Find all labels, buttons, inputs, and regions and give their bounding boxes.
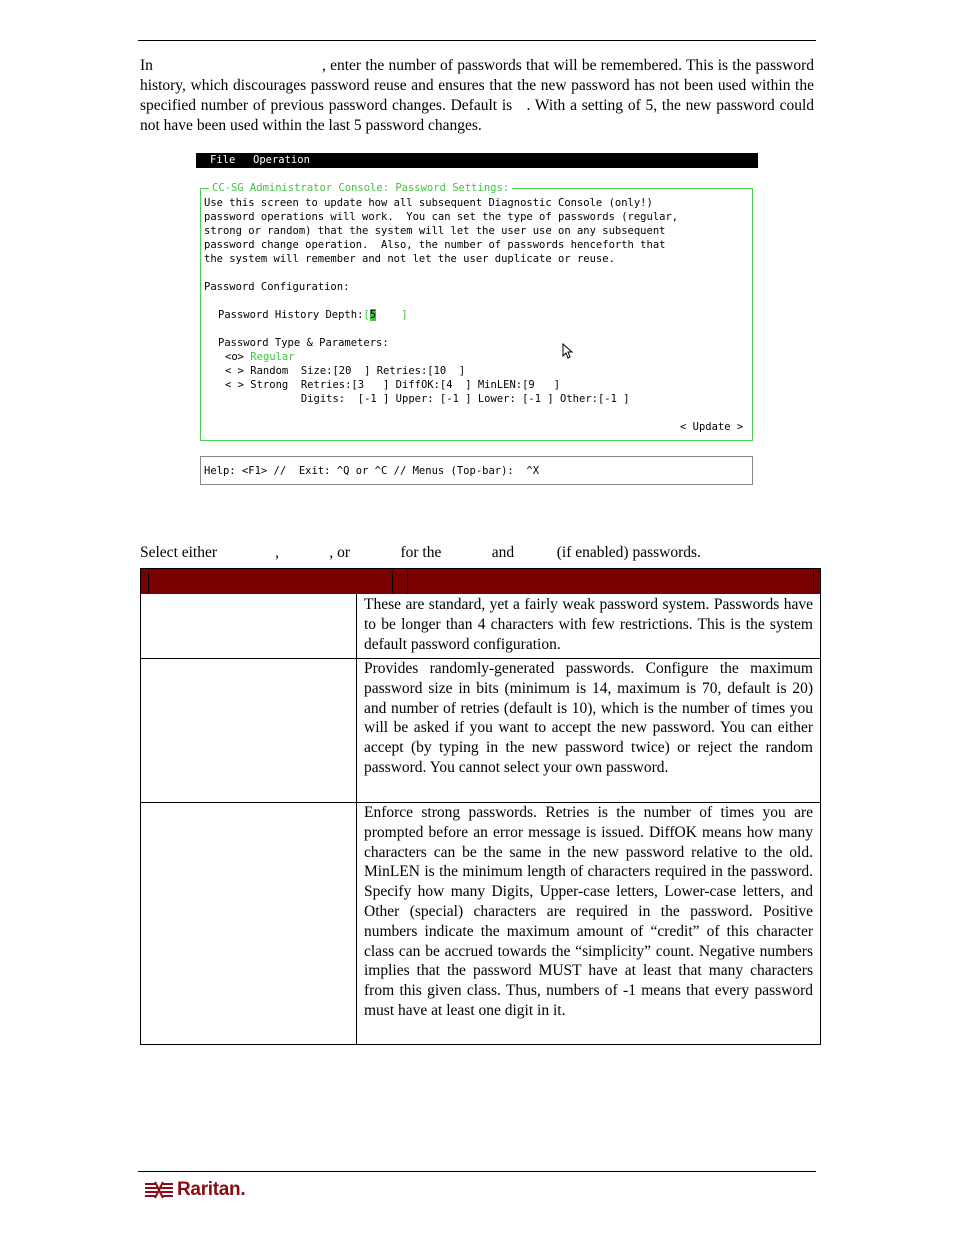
regular-label: Regular	[250, 351, 295, 363]
description-line-5: the system will remember and not let the user duplicate or reuse.	[204, 253, 615, 265]
history-close-bracket: ]	[376, 309, 408, 321]
intro-rest: , enter the number of passwords that will be remembered. This is the password history, which discourages password reuse and ensures that the new password has not been used within the specified number of previous password changes. Default is	[140, 57, 818, 114]
description-line-1: Use this screen to update how all subsequent Diagnostic Console (only!)	[204, 197, 653, 209]
header-divider-mid-2	[407, 571, 408, 593]
footer-rule	[138, 1171, 816, 1172]
terminal-menubar	[196, 153, 758, 168]
update-button[interactable]: < Update >	[680, 421, 744, 433]
header-divider-mid-1	[392, 571, 393, 593]
intro-paragraph	[140, 56, 818, 136]
config-heading: Password Configuration:	[204, 281, 350, 293]
header-divider-right	[813, 571, 814, 593]
menu-file[interactable]: File	[210, 154, 236, 166]
select-line	[140, 543, 701, 563]
description-line-4: password change operation. Also, the number of passwords henceforth that	[204, 239, 666, 251]
description-line-3: strong or random) that the system will let the user use on any subsequent	[204, 225, 666, 237]
history-open-bracket: [	[363, 309, 370, 321]
select-d: for the	[400, 544, 442, 561]
raritan-logo-text: Raritan.	[177, 1179, 246, 1200]
menu-operation[interactable]: Operation	[253, 154, 310, 166]
strong-class-params-row[interactable]: Digits: [-1 ] Upper: [-1 ] Lower: [-1 ] Other:[-1 ]	[225, 393, 630, 405]
strong-option-row[interactable]: < > Strong Retries:[3 ] DiffOK:[4 ] MinLEN:[9 ]	[225, 379, 561, 391]
raritan-logo-icon	[143, 1181, 175, 1201]
select-b: ,	[275, 544, 280, 561]
select-e: and	[491, 544, 515, 561]
intro-gap	[153, 57, 322, 74]
random-option-row[interactable]: < > Random Size:[20 ] Retries:[10 ]	[225, 365, 466, 377]
intro-start: In	[140, 57, 153, 74]
regular-radio[interactable]: <o>	[225, 351, 244, 363]
mouse-pointer-icon	[562, 343, 574, 359]
header-divider-left	[148, 571, 149, 593]
history-depth-label: Password History Depth:	[218, 309, 364, 321]
table-row-regular-description: These are standard, yet a fairly weak password system. Passwords have to be longer than 4 characters with few restrictions. This is the system default password configuration.	[364, 596, 813, 653]
header-rule	[138, 40, 816, 41]
regular-option-row[interactable]	[225, 350, 295, 364]
select-a: Select either	[140, 544, 218, 561]
terminal-screenshot	[196, 153, 758, 489]
table-header-row	[141, 569, 820, 594]
history-depth-input[interactable]: 5	[369, 309, 377, 321]
table-row-random-description: Provides randomly-generated passwords. Configure the maximum password size in bits (minimum is 14, maximum is 70, default is 20) and number of retries (default is 10), which is the number of times you will be asked if you want to accept the new password. You can either accept (by typing in the new password twice) or reject the random password. You cannot select your own password.	[364, 660, 813, 776]
type-heading: Password Type & Parameters:	[218, 337, 389, 349]
history-depth-row	[218, 308, 408, 322]
table-column-divider	[356, 594, 357, 1045]
table-row-strong-description: Enforce strong passwords. Retries is the number of times you are prompted before an error message is issued. DiffOK means how many characters can be the same in the new password relative to the old. MinLEN is the minimum length of characters required in the password. Specify how many Digits, Upper-case letters, Lower-case letters, and Other (special) characters are required in the password. Positive numbers indicate the maximum amount of “credit” of this character class can be accrued towards the “simplicity” count. Negative numbers implies that the password MUST have at least that many characters from this given class. Thus, numbers of -1 means that every password must have at least one digit in it.	[364, 804, 813, 1019]
intro-end: . With a setting of 5, the new password could not have been used within the last 5 password changes.	[140, 97, 818, 134]
intro-gap-2	[512, 97, 526, 114]
select-f: (if enabled) passwords.	[556, 544, 701, 561]
panel-title: CC-SG Administrator Console: Password Settings:	[209, 181, 512, 195]
select-c: , or	[329, 544, 351, 561]
password-type-table	[140, 568, 821, 1045]
description-line-2: password operations will work. You can set the type of passwords (regular,	[204, 211, 679, 223]
help-line: Help: <F1> // Exit: ^Q or ^C // Menus (Top-bar): ^X	[204, 465, 540, 477]
raritan-logo	[143, 1180, 253, 1202]
